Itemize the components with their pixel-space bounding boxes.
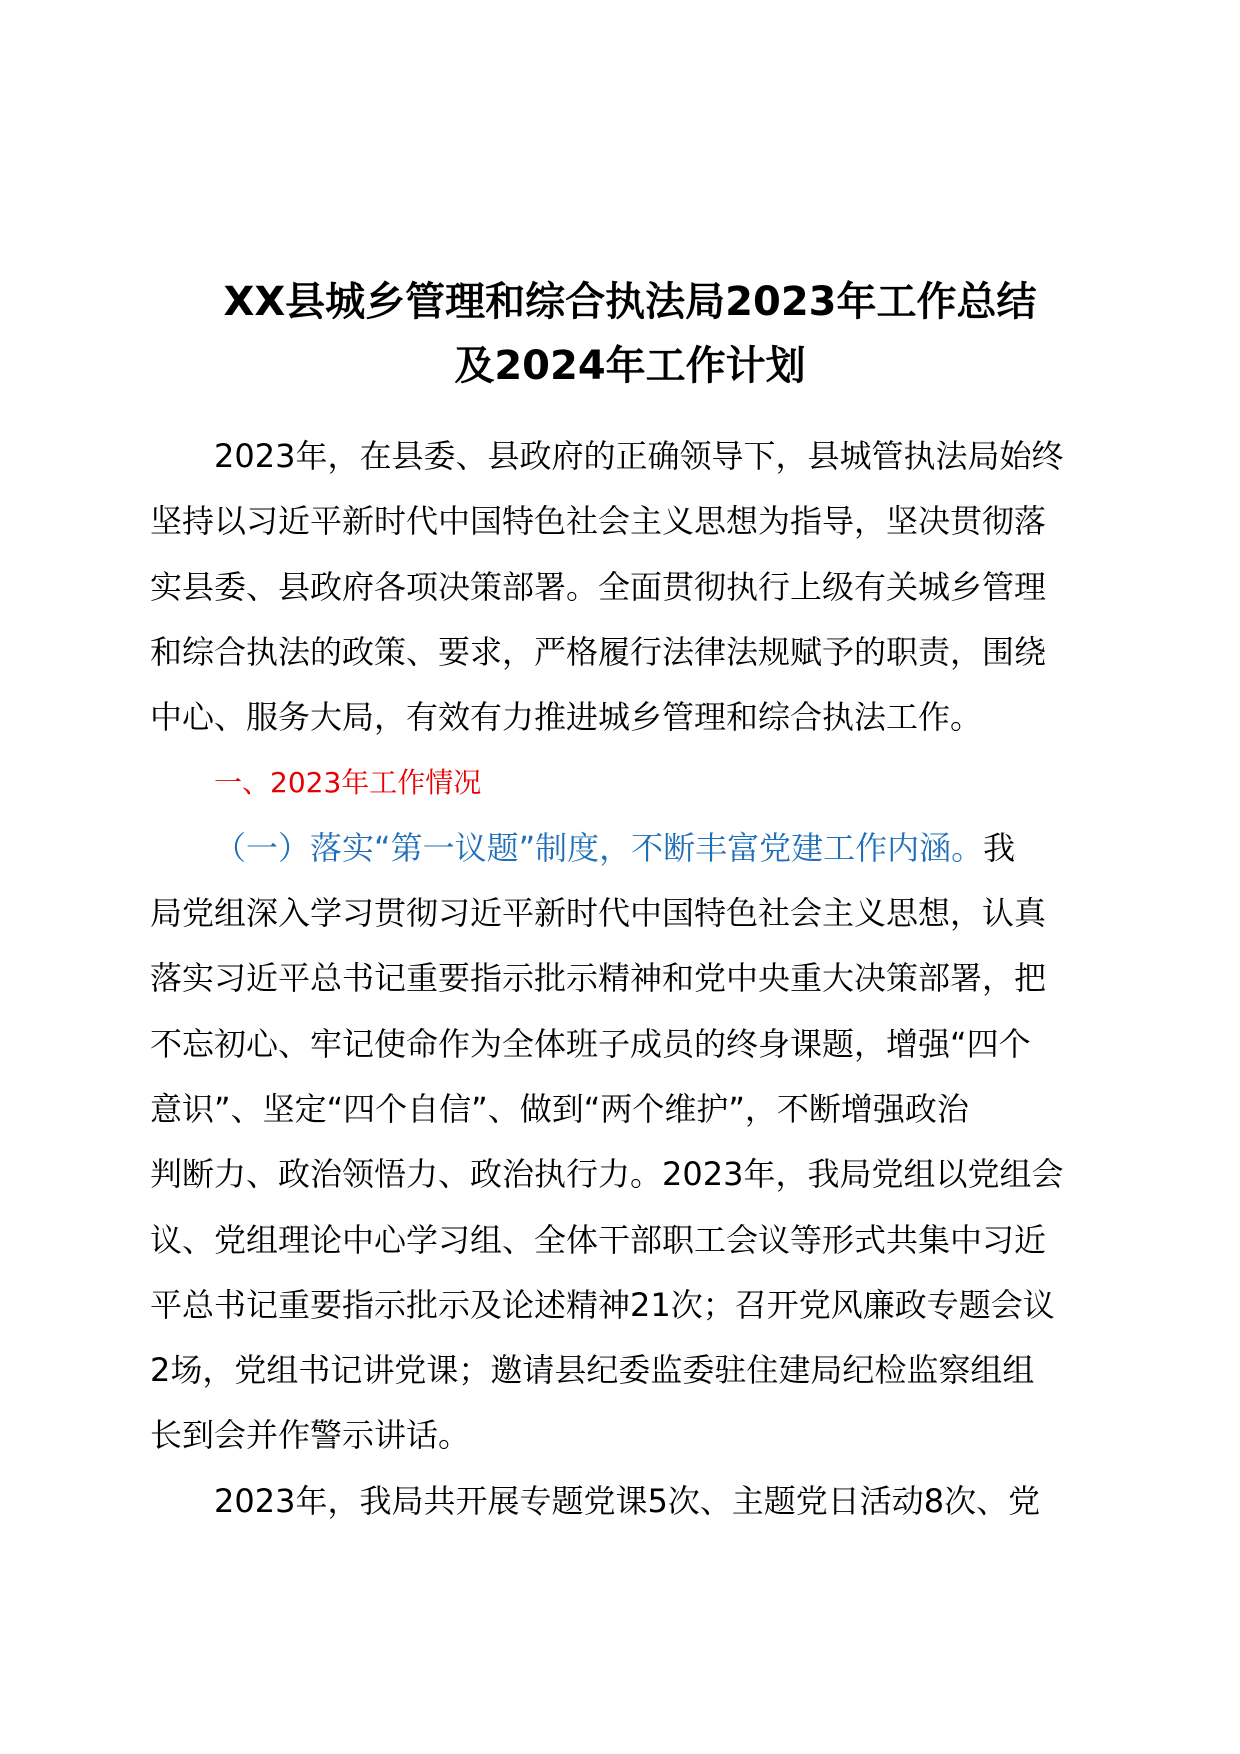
section-heading-1: 一、2023年工作情况 <box>214 766 482 800</box>
subsection-heading: （一）落实“第一议题”制度，不断丰富党建工作内涵。 <box>214 828 984 867</box>
document-body <box>150 424 1110 1534</box>
subsection-line: 落实习近平总书记重要指示批示精神和党中央重大决策部署，把 <box>150 959 1047 998</box>
title-line-1: XX县城乡管理和综合执法局2023年工作总结 <box>223 279 1037 325</box>
subsection-line: 平总书记重要指示批示及论述精神21次；召开党风廉政专题会议 <box>150 1285 1055 1324</box>
intro-line: 2023年，在县委、县政府的正确领导下，县城管执法局始终 <box>214 437 1064 475</box>
title-line-2: 及2024年工作计划 <box>454 343 806 389</box>
document-title <box>150 270 1110 398</box>
intro-line: 实县委、县政府各项决策部署。全面贯彻执行上级有关城乡管理 <box>150 567 1047 606</box>
subsection-line: 议、党组理论中心学习组、全体干部职工会议等形式共集中习近 <box>150 1220 1047 1259</box>
subsection-first-tail: 我 <box>983 828 1016 867</box>
intro-line: 和综合执法的政策、要求，严格履行法律法规赋予的职责，围绕 <box>150 632 1047 671</box>
intro-line: 坚持以习近平新时代中国特色社会主义思想为指导，坚决贯彻落 <box>150 502 1047 541</box>
subsection-line: 意识”、坚定“四个自信”、做到“两个维护”，不断增强政治 <box>150 1089 969 1128</box>
subsection-line: 局党组深入学习贯彻习近平新时代中国特色社会主义思想，认真 <box>150 894 1047 933</box>
subsection-line: 不忘初心、牢记使命作为全体班子成员的终身课题，增强“四个 <box>150 1024 1031 1063</box>
subsection-1-paragraph <box>150 816 1110 1469</box>
subsection-line: 长到会并作警示讲话。 <box>150 1416 471 1455</box>
paragraph-3-line: 2023年，我局共开展专题党课5次、主题党日活动8次、党 <box>214 1481 1041 1520</box>
subsection-line: 判断力、政治领悟力、政治执行力。2023年，我局党组以党组会 <box>150 1155 1064 1194</box>
intro-line: 中心、服务大局，有效有力推进城乡管理和综合执法工作。 <box>150 698 983 737</box>
subsection-first-line <box>150 816 1110 881</box>
intro-paragraph <box>150 424 1110 750</box>
subsection-line: 2场，党组书记讲党课；邀请县纪委监委驻住建局纪检监察组组 <box>150 1351 1035 1390</box>
